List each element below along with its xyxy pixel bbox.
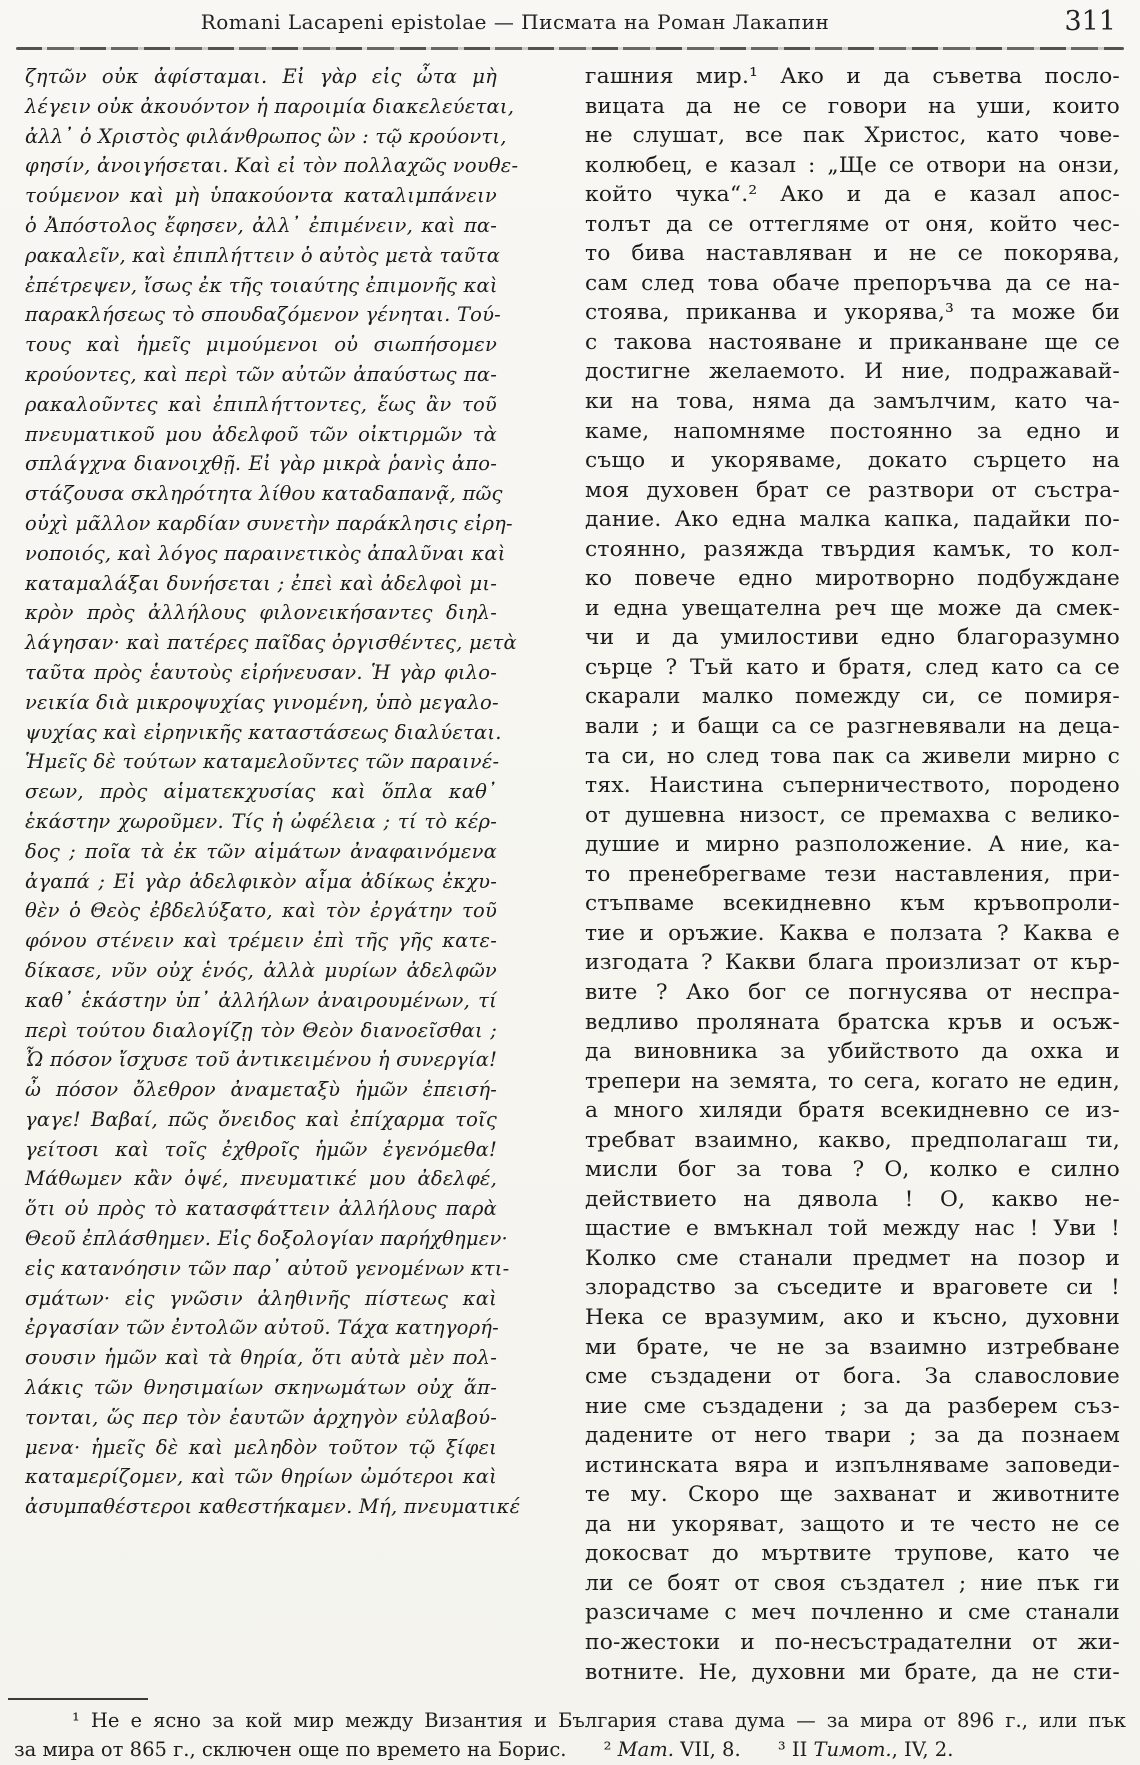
text-line: от душевна низост, се премахва с велико- [585,802,1120,828]
text-line: то пренебрегваме тези наставления, при- [585,861,1120,887]
text-line: ко повече едно миротворно подбуждане [585,566,1120,592]
text-line: ли се боят от своя създател ; ние пък ги [585,1570,1120,1596]
text-line: ὦ πόσον ὄλεθρον ἀναμεταξὺ ἡμῶν ἐπεισή- [25,1078,497,1102]
text-line: вотните. Не, духовни ми брате, да не сти- [585,1659,1120,1685]
text-line: разсичаме с меч почленно и сме станали [585,1600,1120,1626]
text-line: κρούοντες, καὶ περὶ τῶν αὐτῶν ἀπαύστως πα- [25,362,497,386]
text-line: λάκις τῶν θνησιμαίων σκηνωμάτων οὐχ ἅπ- [25,1376,497,1400]
text-line: ζητῶν οὐκ ἀφίσταμαι. Εἰ γὰρ εἰς ὦτα μὴ [25,65,497,88]
text-line: μενα· ἡμεῖς δὲ καὶ μεληδὸν τοῦτον τῷ ξίφει [25,1435,497,1459]
text-line: достигне желаемото. И ние, подражавай- [585,359,1120,385]
text-line: сме създадени от бога. За славословие [585,1364,1120,1390]
footnote-text: , IV, 2. [891,1738,954,1761]
text-line: вицата да не се говори на уши, които [585,93,1120,119]
bulgarian-column [585,62,1120,1687]
text-line: Ὦ πόσον ἴσχυσε τοῦ ἀντικειμένου ἡ συνεργία! [25,1048,498,1072]
footnote-text: за мира от 865 г., сключен още по времето на Борис. ² [14,1738,618,1761]
text-line: и една увещателна реч ще може да смек- [585,595,1120,621]
text-line: скарали малко помежду си, се помиря- [585,684,1120,710]
text-line: требват взаимно, какво, предполагаш ти, [585,1127,1120,1153]
text-line: действието на дявола ! О, какво не- [585,1186,1120,1212]
text-line: γαγε! Βαβαί, πῶς ὄνειδος καὶ ἐπίχαρμα τοῖς [25,1107,497,1131]
footnote-separator [8,1698,148,1700]
text-line: злорадство за съседите и враговете си ! [585,1275,1120,1301]
text-line: каме, напомняме постоянно за едно и [585,418,1120,444]
text-line: ведливо проляната братска кръв и осъж- [585,1009,1120,1035]
footnote-text: VII, 8. ³ II [673,1738,814,1761]
text-line: σουσιν ἡμῶν καὶ τὰ θηρία, ὅτι αὐτὰ μὲν πολ- [25,1346,497,1370]
text-line: οὐχὶ μᾶλλον καρδίαν συνετὴν παράκλησις εἰρη- [25,511,513,535]
text-line: ἐργασίαν τῶν ἐντολῶν αὐτοῦ. Τάχα κατηγορή- [25,1316,499,1340]
text-line: ἀλλ᾽ ὁ Χριστὸς φιλάνθρωπος ὢν : τῷ κρούοντι, [25,124,507,148]
text-line: истинската вяра и изпълняваме заповеди- [585,1452,1120,1478]
text-line: πνευματικοῦ μου ἀδελφοῦ τῶν οἰκτιρμῶν τὰ [25,422,497,446]
text-line: ρακαλεῖν, καὶ ἐπιπλήττειν ὁ αὐτὸς μετὰ ταῦτα [25,243,501,267]
text-line: ὁ Ἀπόστολος ἔφησεν, ἀλλ᾽ ἐπιμένειν, καὶ πα- [25,213,497,237]
text-line: мисли бог за това ? О, колко е силно [585,1157,1120,1183]
page-number: 311 [1064,6,1116,37]
text-line: εἰς κατανόησιν τῶν παρ᾽ αὐτοῦ γενομένων κτι- [25,1256,510,1280]
text-line: по-жестоки и по-несъстрадателни от жи- [585,1629,1120,1655]
text-line: тие и оръжие. Каква е ползата ? Каква е [585,920,1120,946]
text-line: душие и мирно разположение. А ние, ка- [585,832,1120,858]
text-line: Ἡμεῖς δὲ τούτων καταμελοῦντες τῶν παραινέ- [25,750,500,774]
text-line: стъпваме всекидневно към кръвопроли- [585,891,1120,917]
text-line: καταμερίζομεν, καὶ τῶν θηρίων ὠμότεροι καὶ [25,1465,497,1489]
text-line: вали ; и бащи са се разгневявали на деца- [585,714,1120,740]
text-line: ми брате, че не за взаимно изтребване [585,1334,1120,1360]
text-line: ρακαλοῦντες καὶ ἐπιπλήττοντες, ἕως ἂν τοῦ [25,392,497,416]
text-line: ки на това, няма да замълчим, като ча- [585,389,1120,415]
text-line: те му. Скоро ще захванат и животните [585,1482,1120,1508]
text-line: колюбец, е казал : „Ще се отвори на онзи, [585,152,1120,178]
text-line: моя духовен брат се разтвори от състра- [585,477,1120,503]
text-line: не слушат, все пак Христос, като чове- [585,123,1120,149]
text-line: καθ᾽ ἑκάστην ὑπ᾽ ἀλλήλων ἀναιρουμένων, τί [25,988,497,1012]
text-line: νοποιός, καὶ λόγος παραινετικὸς ἀπαλῦναι καὶ [25,541,506,565]
text-line: Нека се вразумим, ако и късно, духовни [585,1304,1120,1330]
text-line: ἐπέτρεψεν, ἴσως ἐκ τῆς τοιαύτης ἐπιμονῆς καὶ [25,273,498,297]
text-line: τούμενον καὶ μὴ ὑπακούοντα καταλιμπάνειν [25,184,497,208]
text-line: да виновника за убийството да охка и [585,1039,1120,1065]
footnote-text: ¹ Не е ясно за кой мир между Византия и България става дума — за мира от 896 г., или пък [72,1709,1126,1732]
text-line: тях. Наистина съперничеството, породено [585,773,1120,799]
text-line: δίκασε, νῦν οὐχ ἑνός, ἀλλὰ μυρίων ἀδελφῶν [25,958,497,982]
text-line: γείτοσι καὶ τοῖς ἐχθροῖς ἡμῶν ἐγενόμεθα! [25,1137,497,1161]
text-line: περὶ τούτου διαλογίζῃ τὸν Θεὸν διανοεῖσθαι ; [25,1018,497,1042]
text-line: τονται, ὥς περ τὸν ἑαυτῶν ἀρχηγὸν εὐλαβού- [25,1405,497,1429]
text-line: дание. Ако една малка капка, падайки по- [585,507,1120,533]
text-line: стоянно, разяжда твърдия камък, то кол- [585,536,1120,562]
text-line: φόνου στένειν καὶ τρέμειν ἐπὶ τῆς γῆς κατε- [25,929,497,953]
running-title: Romani Lacapeni epistolae — Писмата на Роман Лакапин [200,10,830,34]
header-rule [16,47,1124,50]
text-line: стоява, приканва и укорява,³ та може би [585,300,1120,326]
text-line: δος ; ποῖα τὰ ἐκ τῶν αἱμάτων ἀναφαινόμενα [25,839,497,863]
text-line: φησίν, ἀνοιγήσεται. Καὶ εἰ τὸν πολλαχῶς νουθε- [25,154,519,178]
text-line: ἑκάστην χωροῦμεν. Τίς ἡ ὠφέλεια ; τί τὸ κέρ- [25,809,497,833]
text-line: вите ? Ако бог се погнусява от неспра- [585,979,1120,1005]
text-line: Μάθωμεν κἂν ὀψέ, πνευματικέ μου ἀδελφέ, [25,1167,497,1191]
text-line: а много хиляди братя всекидневно се из- [585,1098,1120,1124]
text-line: τους καὶ ἡμεῖς μιμούμενοι οὐ σιωπήσομεν [25,333,497,357]
footnotes [14,1706,1126,1764]
text-line: στάζουσα σκληρότητα λίθου καταδαπανᾷ, πῶς [25,482,503,506]
text-line: трепери на земята, то сега, когато не един, [585,1068,1120,1094]
text-line: гашния мир.¹ Ако и да съветва посло- [585,64,1120,89]
text-line: толът да се оттегляме от оня, който чес- [585,211,1120,237]
text-line: παρακλήσεως τὸ σπουδαζόμενον γένηται. Τού- [25,303,501,327]
footnote-line [14,1706,1126,1735]
text-line: νεικία διὰ μικροψυχίας γινομένη, ὑπὸ μεγαλο- [25,690,499,714]
text-line: κρὸν πρὸς ἀλλήλους φιλονεικήσαντες διηλ- [25,601,497,625]
footnote-citation: Мат. [617,1738,674,1761]
text-line: ὅτι οὐ πρὸς τὸ κατασφάττειν ἀλλήλους παρὰ [25,1197,497,1221]
text-line: сам след това обаче препоръчва да се на- [585,270,1120,296]
text-line: който чука“.² Ако и да е казал апос- [585,182,1120,208]
text-line: да ни укоряват, защото и те често не се [585,1511,1120,1537]
greek-column [25,62,521,1522]
text-line: дадените от него твари ; за да познаем [585,1423,1120,1449]
text-line: чи и да умилостиви едно благоразумно [585,625,1120,651]
text-line: щастие е вмъкнал той между нас ! Уви ! [585,1216,1120,1242]
text-line: σπλάγχνα διανοιχθῇ. Εἰ γὰρ μικρὰ ῥανὶς ἀπο- [25,452,497,476]
text-line: ние сме създадени ; за да разберем съз- [585,1393,1120,1419]
text-line: Колко сме станали предмет на позор и [585,1245,1120,1271]
footnote-citation: Тимот. [813,1738,892,1761]
text-line: Θεοῦ ἐπλάσθημεν. Εἰς δοξολογίαν παρήχθημεν· [25,1227,508,1251]
text-line: λέγειν οὐκ ἀκουόντον ἡ παροιμία διακελεύεται, [25,94,515,118]
text-line: σμάτων· εἰς γνῶσιν ἀληθινῆς πίστεως καὶ [25,1286,497,1310]
text-line: σεων, πρὸς αἱματεκχυσίας καὶ ὅπλα καθ᾽ [25,780,497,804]
text-line: изгодата ? Какви блага произлизат от кър- [585,950,1120,976]
text-line: с такова настояване и приканване ще се [585,329,1120,355]
text-line: ἀγαπά ; Εἰ γὰρ ἀδελφικὸν αἷμα ἀδίκως ἐκχυ- [25,869,497,893]
text-line: λάγησαν· καὶ πατέρες παῖδας ὀργισθέντες, μετὰ [25,631,517,655]
text-line: καταμαλάξαι δυνήσεται ; ἐπεὶ καὶ ἀδελφοὶ μι- [25,571,497,595]
footnote-line [14,1735,1126,1764]
text-line: ταῦτα πρὸς ἑαυτοὺς εἰρήνευσαν. Ἡ γὰρ φιλο- [25,660,497,684]
text-line: та си, но след това пак са живели мирно с [585,743,1120,769]
text-line: сърце ? Тъй като и братя, след като са се [585,654,1120,680]
text-line: то бива наставляван и не се покорява, [585,241,1120,267]
text-line: докосват до мъртвите трупове, като че [585,1541,1120,1567]
text-line: θὲν ὁ Θεὸς ἐβδελύξατο, καὶ τὸν ἐργάτην τοῦ [25,899,497,923]
text-line: ψυχίας καὶ εἰρηνικῆς καταστάσεως διαλύεται. [25,720,502,744]
text-line: ἀσυμπαθέστεροι καθεστήκαμεν. Μή, πνευματικέ [25,1495,521,1519]
text-line: също и укоряваме, докато сърцето на [585,448,1120,474]
